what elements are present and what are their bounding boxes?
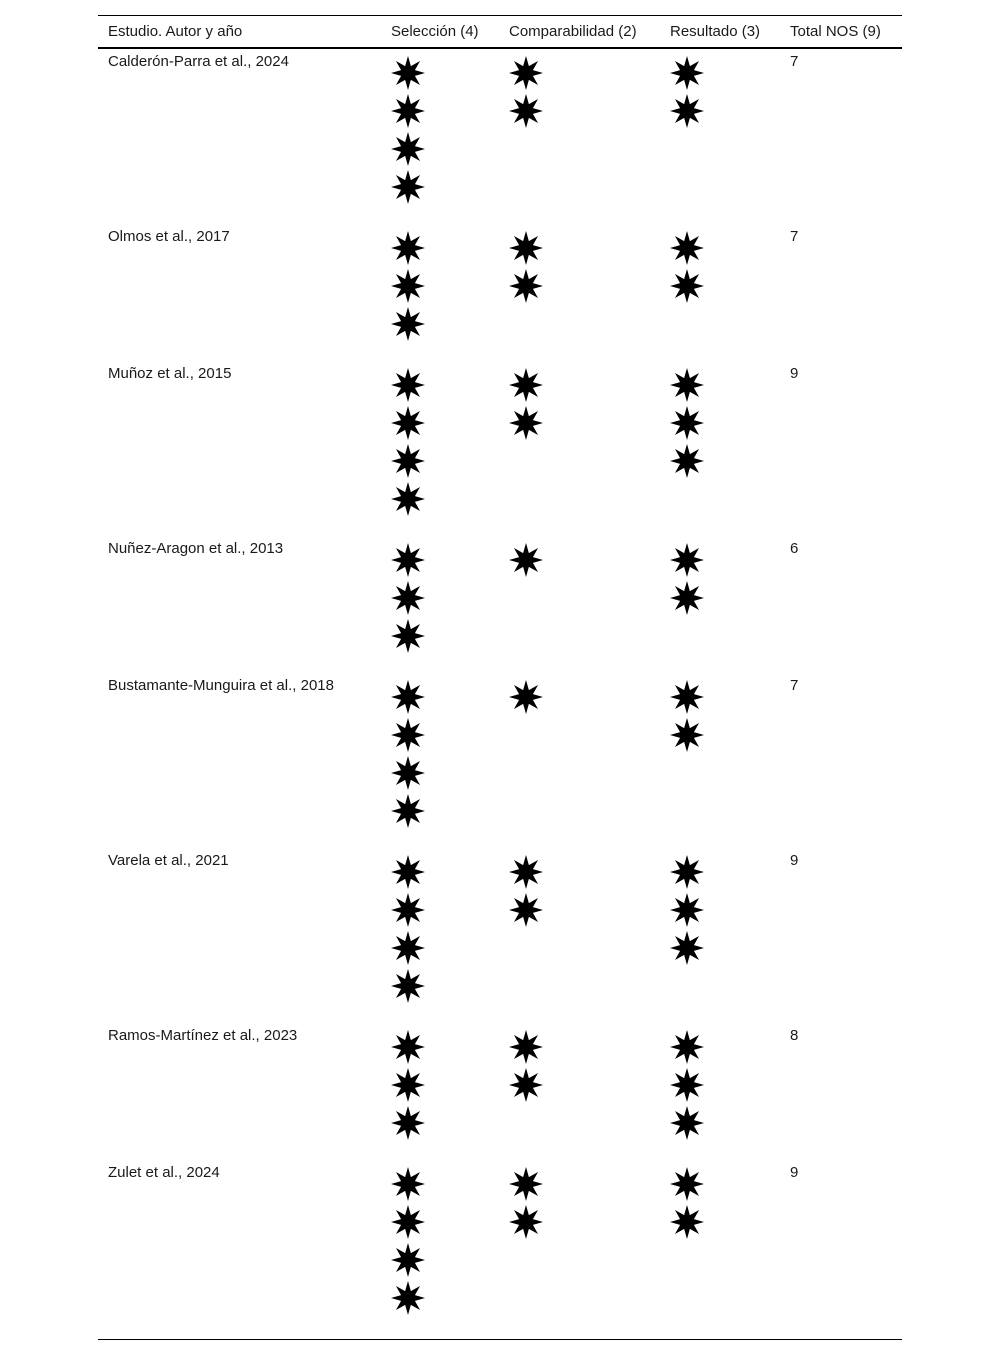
eight-point-star-icon [507,1066,545,1104]
eight-point-star-icon [389,480,427,518]
comparability-stars [507,54,545,130]
eight-point-star-icon [507,267,545,305]
eight-point-star-icon [389,92,427,130]
eight-point-star-icon [389,792,427,830]
eight-point-star-icon [507,678,545,716]
quality-assessment-table [98,15,902,1335]
eight-point-star-icon [668,1104,706,1142]
header-outcome: Resultado (3) [670,23,761,40]
eight-point-star-icon [389,1104,427,1142]
header-study: Estudio. Autor y año [108,23,243,40]
header-selection: Selección (4) [391,23,479,40]
eight-point-star-icon [668,92,706,130]
eight-point-star-icon [389,617,427,655]
total-score: 8 [790,1027,799,1044]
eight-point-star-icon [668,1028,706,1066]
table-row [98,49,902,224]
selection-stars [389,1028,427,1142]
total-score: 9 [790,1164,799,1181]
eight-point-star-icon [389,267,427,305]
eight-point-star-icon [668,267,706,305]
header-total: Total NOS (9) [790,23,881,40]
eight-point-star-icon [668,404,706,442]
table-row [98,848,902,1023]
total-score: 7 [790,53,799,70]
table-bottom-rule [98,1339,902,1340]
eight-point-star-icon [389,442,427,480]
table-row [98,1023,902,1160]
selection-stars [389,1165,427,1317]
outcome-stars [668,229,706,305]
total-score: 7 [790,228,799,245]
eight-point-star-icon [668,366,706,404]
selection-stars [389,366,427,518]
eight-point-star-icon [668,229,706,267]
total-score: 7 [790,677,799,694]
eight-point-star-icon [668,442,706,480]
study-name: Varela et al., 2021 [108,852,229,869]
eight-point-star-icon [389,541,427,579]
table-row [98,224,902,361]
selection-stars [389,541,427,655]
eight-point-star-icon [668,891,706,929]
table-body [98,49,902,1335]
table-row [98,673,902,848]
study-name: Zulet et al., 2024 [108,1164,220,1181]
total-score: 9 [790,365,799,382]
total-score: 9 [790,852,799,869]
eight-point-star-icon [389,305,427,343]
eight-point-star-icon [389,967,427,1005]
selection-stars [389,229,427,343]
table-header-row [98,16,902,47]
eight-point-star-icon [668,1165,706,1203]
total-score: 6 [790,540,799,557]
eight-point-star-icon [389,853,427,891]
eight-point-star-icon [389,130,427,168]
study-name: Calderón-Parra et al., 2024 [108,53,289,70]
eight-point-star-icon [389,1279,427,1317]
eight-point-star-icon [389,1066,427,1104]
eight-point-star-icon [389,754,427,792]
eight-point-star-icon [507,54,545,92]
header-comparability: Comparabilidad (2) [509,23,637,40]
outcome-stars [668,541,706,617]
outcome-stars [668,1028,706,1142]
eight-point-star-icon [507,541,545,579]
eight-point-star-icon [507,1203,545,1241]
outcome-stars [668,678,706,754]
eight-point-star-icon [507,853,545,891]
eight-point-star-icon [668,579,706,617]
study-name: Bustamante-Munguira et al., 2018 [108,677,334,694]
eight-point-star-icon [389,891,427,929]
eight-point-star-icon [507,1028,545,1066]
study-name: Ramos-Martínez et al., 2023 [108,1027,298,1044]
eight-point-star-icon [389,404,427,442]
eight-point-star-icon [389,678,427,716]
eight-point-star-icon [507,404,545,442]
comparability-stars [507,1028,545,1104]
table-row [98,536,902,673]
outcome-stars [668,54,706,130]
comparability-stars [507,1165,545,1241]
comparability-stars [507,853,545,929]
comparability-stars [507,229,545,305]
eight-point-star-icon [668,929,706,967]
eight-point-star-icon [389,716,427,754]
selection-stars [389,678,427,830]
eight-point-star-icon [389,366,427,404]
eight-point-star-icon [668,1203,706,1241]
eight-point-star-icon [389,579,427,617]
eight-point-star-icon [507,891,545,929]
eight-point-star-icon [389,1028,427,1066]
eight-point-star-icon [389,1203,427,1241]
table-row [98,361,902,536]
eight-point-star-icon [507,1165,545,1203]
selection-stars [389,853,427,1005]
eight-point-star-icon [668,678,706,716]
outcome-stars [668,1165,706,1241]
comparability-stars [507,366,545,442]
eight-point-star-icon [389,168,427,206]
comparability-stars [507,678,545,716]
eight-point-star-icon [389,1241,427,1279]
study-name: Nuñez-Aragon et al., 2013 [108,540,284,557]
study-name: Olmos et al., 2017 [108,228,230,245]
eight-point-star-icon [668,541,706,579]
eight-point-star-icon [507,366,545,404]
table-row [98,1160,902,1335]
eight-point-star-icon [668,54,706,92]
eight-point-star-icon [668,716,706,754]
eight-point-star-icon [389,229,427,267]
eight-point-star-icon [389,929,427,967]
eight-point-star-icon [507,92,545,130]
study-name: Muñoz et al., 2015 [108,365,232,382]
outcome-stars [668,853,706,967]
eight-point-star-icon [668,853,706,891]
eight-point-star-icon [389,54,427,92]
eight-point-star-icon [389,1165,427,1203]
outcome-stars [668,366,706,480]
comparability-stars [507,541,545,579]
eight-point-star-icon [507,229,545,267]
eight-point-star-icon [668,1066,706,1104]
selection-stars [389,54,427,206]
